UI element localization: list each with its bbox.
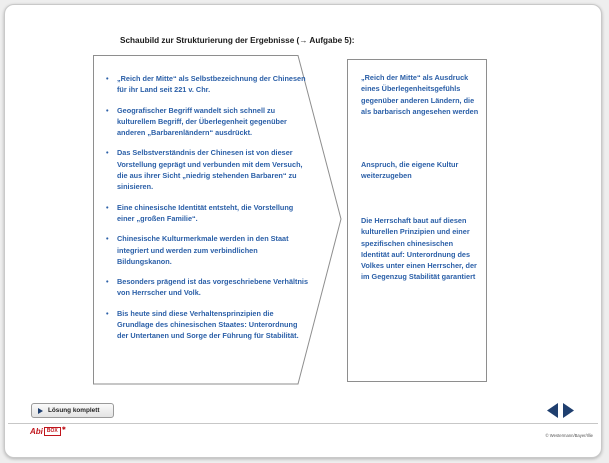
solution-button-label: Lösung komplett bbox=[48, 407, 100, 414]
list-item: • „Reich der Mitte“ als Selbstbezeichnung der Chinesen für ihr Land seit 221 v. Chr. bbox=[103, 73, 309, 96]
page-title: Schaubild zur Strukturierung der Ergebnisse (→ Aufgabe 5): bbox=[120, 36, 355, 45]
conclusion-text: Die Herrschaft baut auf diesen kulturellen Prinzipien und einer spezifischen chinesischen Identität auf: Unterordnung des Volkes unter einen Herrscher, der im Gegenzug Stabilität garantiert bbox=[361, 216, 477, 282]
logo-abi-text: Abi bbox=[30, 427, 43, 436]
triangle-left-icon[interactable] bbox=[546, 402, 559, 419]
list-item: • Geografischer Begriff wandelt sich schnell zu kulturellem Begriff, der Überlegenheit gegenüber anderen „Barbarenländern“ ausdrückt. bbox=[103, 105, 309, 139]
conclusion-box bbox=[347, 59, 487, 382]
list-item: • Besonders prägend ist das vorgeschriebene Verhältnis von Herrscher und Volk. bbox=[103, 276, 309, 299]
list-item: • Bis heute sind diese Verhaltensprinzipien die Grundlage des chinesischen Staates: Unterordnung der Untertanen und Sorge der Führung für Stabilität. bbox=[103, 308, 309, 342]
star-icon: ✱ bbox=[61, 425, 66, 432]
conclusion-text: „Reich der Mitte“ als Ausdruck eines Überlegenheitsgefühls gegenüber anderen Ländern, die als barbarisch angesehen werden bbox=[361, 73, 479, 116]
list-item: • Das Selbstverständnis der Chinesen ist von dieser Vorstellung geprägt und verbunden mit dem Versuch, die aus ihrer Sicht „niedrig stehenden Barbaren“ zu sinisieren. bbox=[103, 147, 309, 192]
conclusion-text: Anspruch, die eigene Kultur weiterzugeben bbox=[361, 160, 459, 181]
footer-divider bbox=[8, 423, 598, 424]
logo-box-text: BOX bbox=[44, 427, 61, 436]
play-icon bbox=[38, 408, 43, 414]
copyright-notice: © Westermann/Bayer/Illie bbox=[545, 433, 593, 438]
list-item: • Chinesische Kulturmerkmale werden in den Staat integriert und werden zum verbindlichen Bildungskanon. bbox=[103, 233, 309, 267]
list-item: • Eine chinesische Identität entsteht, die Vorstellung einer „großen Familie“. bbox=[103, 202, 309, 225]
page-navigation bbox=[546, 402, 575, 419]
abibox-logo bbox=[30, 427, 66, 436]
solution-button[interactable] bbox=[31, 403, 114, 418]
results-list bbox=[103, 73, 309, 351]
triangle-right-icon[interactable] bbox=[562, 402, 575, 419]
